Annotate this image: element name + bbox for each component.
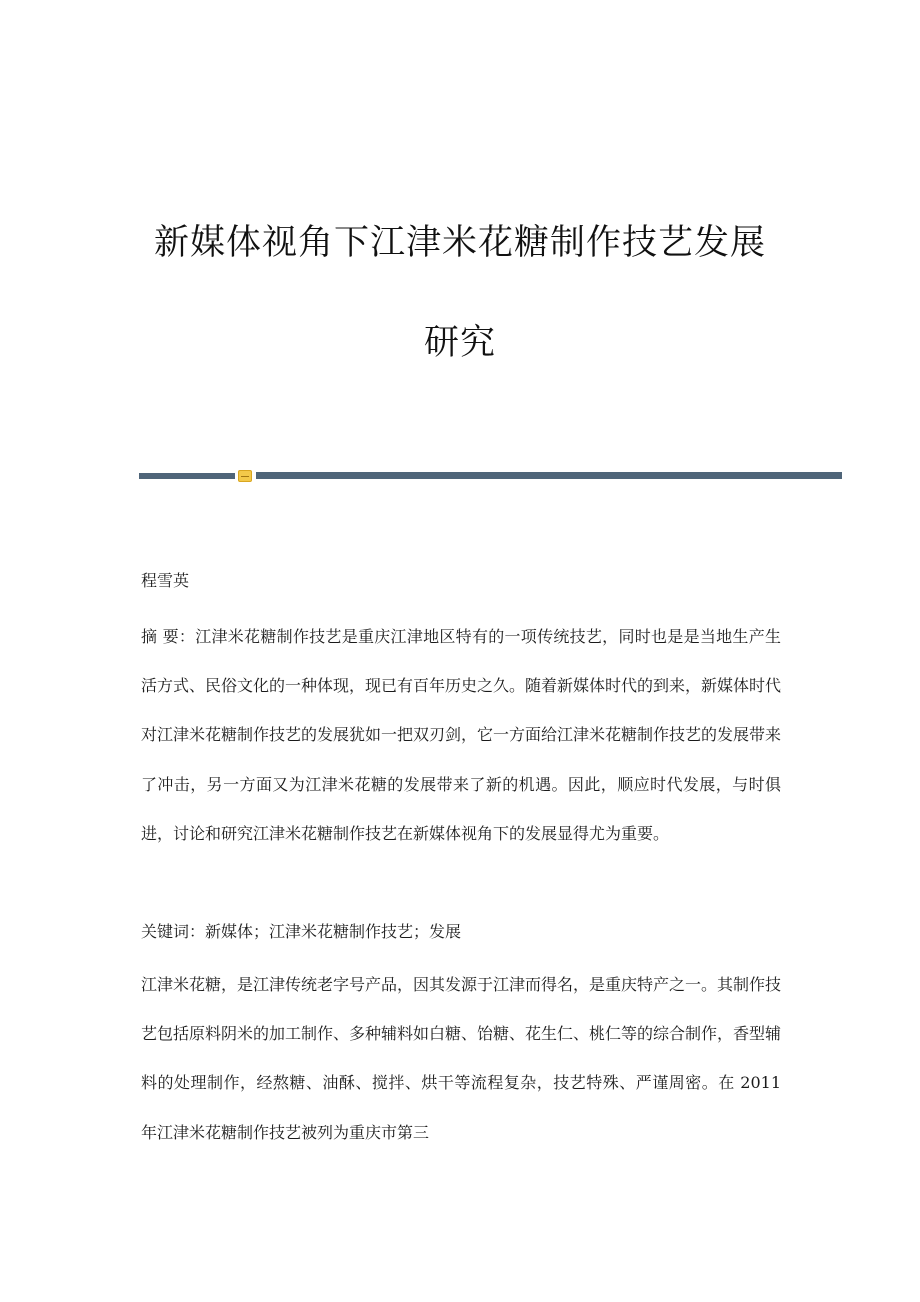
keywords-line: [141, 907, 781, 956]
document-title-line-2: 研究: [423, 323, 496, 363]
abstract-paragraph: [141, 612, 781, 858]
abstract-label: 摘 要：: [141, 627, 196, 646]
keywords-label: 关键词：: [141, 922, 206, 941]
title-divider: [139, 470, 842, 482]
divider-bar-right: [256, 472, 842, 479]
divider-emblem-icon: [238, 470, 252, 482]
document-title-line-1: 新媒体视角下江津米花糖制作技艺发展: [153, 223, 766, 263]
keywords-text: 新媒体；江津米花糖制作技艺；发展: [205, 922, 462, 941]
body-paragraph-1: 江津米花糖，是江津传统老字号产品，因其发源于江津而得名，是重庆特产之一。其制作技艺包括原料阴米的加工制作、多种辅料如白糖、饴糖、花生仁、桃仁等的综合制作，香型辅料的处理制作，经熬糖、油酥、搅拌、烘干等流程复杂，技艺特殊、严谨周密。在 2011 年江津米花糖制作技艺被列为重庆市第三: [141, 975, 782, 1142]
divider-bar-left: [139, 473, 235, 479]
abstract-text: 江津米花糖制作技艺是重庆江津地区特有的一项传统技艺，同时也是是当地生产生活方式、民俗文化的一种体现，现已有百年历史之久。随着新媒体时代的到来，新媒体时代对江津米花糖制作技艺的发展犹如一把双刃剑，它一方面给江津米花糖制作技艺的发展带来了冲击，另一方面又为江津米花糖的发展带来了新的机遇。因此，顺应时代发展，与时俱进，讨论和研究江津米花糖制作技艺在新媒体视角下的发展显得尤为重要。: [141, 627, 782, 843]
author-name: 程雪英: [141, 571, 190, 590]
